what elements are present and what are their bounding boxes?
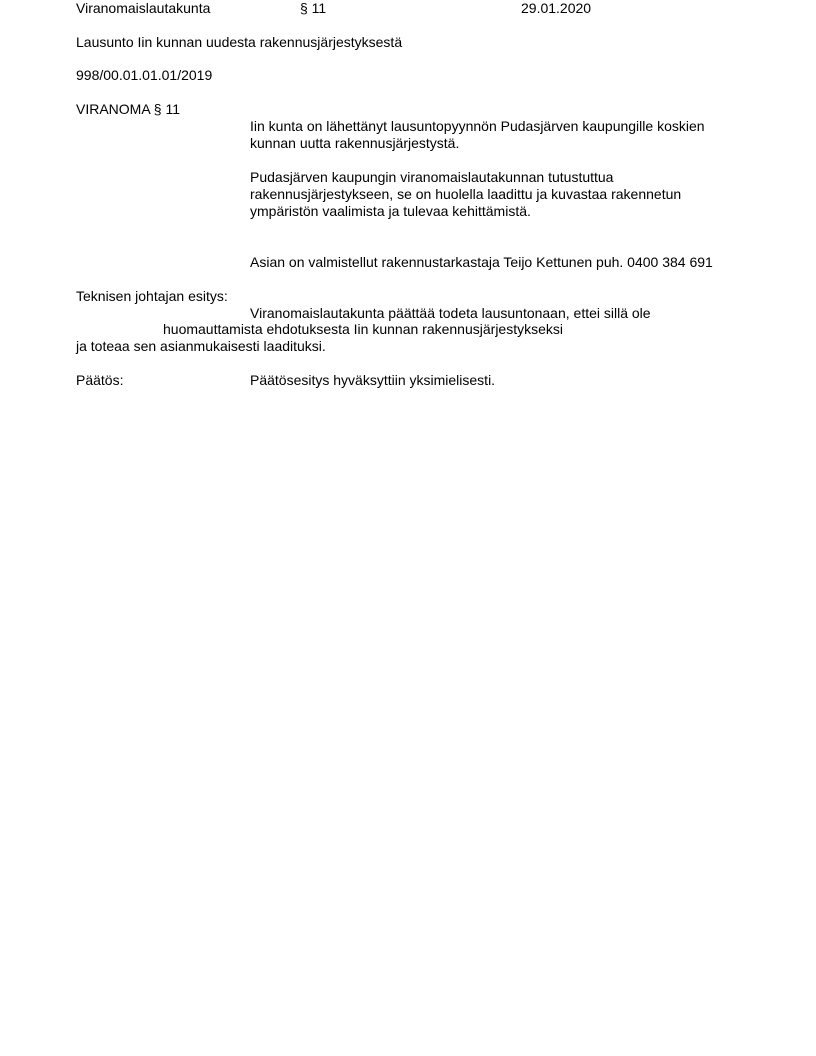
paragraph2-line3: ympäristön vaalimista ja tulevaa kehittämistä. [250,203,531,219]
paragraph2-line1: Pudasjärven kaupungin viranomaislautakunnan tutustuttua [250,169,614,185]
meeting-date: 29.01.2020 [521,0,592,16]
preparer-info: Asian on valmistellut rakennustarkastaja Teijo Kettunen puh. 0400 384 691 [250,254,713,270]
paragraph2-line2: rakennusjärjestykseen, se on huolella laadittu ja kuvastaa rakennetun [250,186,682,202]
decision-label: Päätös: [76,372,124,388]
decision-text: Päätösesitys hyväksyttiin yksimielisesti. [250,372,496,388]
section-number: § 11 [300,0,327,16]
proposal-line3: ja toteaa sen asianmukaisesti laadituksi. [76,338,326,354]
paragraph1-line2: kunnan uutta rakennusjärjestystä. [250,135,460,151]
reference-number: 998/00.01.01.01/2019 [76,67,213,83]
section-heading: VIRANOMA § 11 [76,101,181,117]
proposal-line1: Viranomaislautakunta päättää todeta lausuntonaan, ettei sillä ole [250,305,651,321]
paragraph1-line1: Iin kunta on lähettänyt lausuntopyynnön Pudasjärven kaupungille koskien [250,118,705,134]
proposal-label: Teknisen johtajan esitys: [76,288,228,304]
proposal-line2: huomauttamista ehdotuksesta Iin kunnan rakennusjärjestykseksi [163,321,563,337]
committee-name: Viranomaislautakunta [76,0,211,16]
document-title: Lausunto Iin kunnan uudesta rakennusjärjestyksestä [76,34,403,50]
